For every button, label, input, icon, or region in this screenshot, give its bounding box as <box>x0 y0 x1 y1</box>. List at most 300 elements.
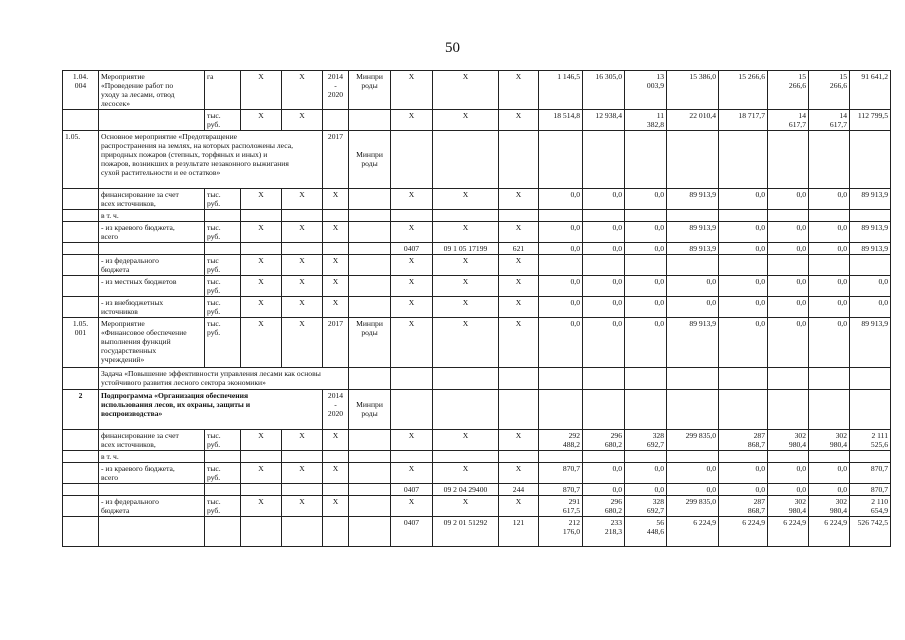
table-cell: X <box>323 463 349 484</box>
table-cell <box>349 297 391 318</box>
table-cell <box>349 451 391 463</box>
table-cell <box>349 210 391 222</box>
table-cell: 0,0 <box>583 297 625 318</box>
table-cell: X <box>241 430 282 451</box>
table-cell <box>323 451 349 463</box>
table-cell: X <box>241 189 282 210</box>
table-cell: X <box>282 110 323 131</box>
table-cell: 0,0 <box>625 243 667 255</box>
table-cell: тыс. руб. <box>205 110 241 131</box>
table-cell <box>667 131 719 189</box>
table-cell: 0,0 <box>667 297 719 318</box>
table-cell: 0,0 <box>539 297 583 318</box>
table-cell: 14 617,7 <box>768 110 809 131</box>
table-cell <box>809 210 850 222</box>
table-cell: 1.05. 001 <box>63 318 99 368</box>
table-cell: 15 386,0 <box>667 71 719 110</box>
table-cell: тыс. руб. <box>205 276 241 297</box>
table-cell <box>63 496 99 517</box>
table-cell: 2014 - 2020 <box>323 390 349 430</box>
table-cell: тыс. руб. <box>205 318 241 368</box>
table-cell: 870,7 <box>539 484 583 496</box>
table-cell: X <box>241 463 282 484</box>
table-cell: X <box>433 297 499 318</box>
table-cell <box>99 484 205 496</box>
table-cell <box>499 451 539 463</box>
table-cell: 112 799,5 <box>850 110 891 131</box>
table-cell <box>391 131 433 189</box>
table-cell <box>583 210 625 222</box>
table-cell: в т. ч. <box>99 210 205 222</box>
table-cell <box>205 517 241 547</box>
table-cell: 89 913,9 <box>667 222 719 243</box>
table-cell <box>63 189 99 210</box>
table-cell: X <box>433 496 499 517</box>
table-cell: X <box>391 255 433 276</box>
table-cell: X <box>282 463 323 484</box>
table-cell <box>499 390 539 430</box>
table-cell: 0407 <box>391 243 433 255</box>
table-cell: 18 514,8 <box>539 110 583 131</box>
table-cell <box>63 110 99 131</box>
table-cell: 0,0 <box>768 222 809 243</box>
table-cell: 0,0 <box>625 318 667 368</box>
budget-table <box>62 70 891 547</box>
table-cell <box>349 189 391 210</box>
table-cell <box>625 368 667 390</box>
table-cell: 0,0 <box>809 243 850 255</box>
table-cell <box>349 222 391 243</box>
table-cell: X <box>499 496 539 517</box>
table-cell: 0,0 <box>850 276 891 297</box>
table-cell: 0,0 <box>625 189 667 210</box>
table-cell: 0,0 <box>768 463 809 484</box>
table-cell: X <box>323 276 349 297</box>
table-cell <box>63 517 99 547</box>
table-cell: X <box>282 222 323 243</box>
table-cell <box>850 255 891 276</box>
table-row <box>63 463 891 484</box>
table-cell <box>63 451 99 463</box>
table-cell <box>99 517 205 547</box>
table-cell <box>205 210 241 222</box>
table-row <box>63 297 891 318</box>
table-cell: 0,0 <box>719 243 768 255</box>
table-cell: 870,7 <box>850 463 891 484</box>
table-cell: 15 266,6 <box>719 71 768 110</box>
table-cell: X <box>433 222 499 243</box>
table-cell: 0,0 <box>809 318 850 368</box>
table-cell: 89 913,9 <box>667 318 719 368</box>
table-cell: X <box>391 463 433 484</box>
table-cell: 0,0 <box>850 297 891 318</box>
table-cell: 0,0 <box>539 318 583 368</box>
table-cell <box>391 390 433 430</box>
table-cell: 15 266,6 <box>768 71 809 110</box>
table-cell: X <box>323 297 349 318</box>
table-cell <box>282 451 323 463</box>
table-cell: X <box>323 222 349 243</box>
table-cell: X <box>323 189 349 210</box>
table-cell <box>719 451 768 463</box>
table-cell: 1.05. <box>63 131 99 189</box>
table-cell: 0,0 <box>768 318 809 368</box>
table-cell <box>667 451 719 463</box>
table-cell <box>63 368 99 390</box>
table-cell: X <box>499 255 539 276</box>
table-row <box>63 189 891 210</box>
table-cell: 6 224,9 <box>809 517 850 547</box>
table-cell: 14 617,7 <box>809 110 850 131</box>
table-cell: X <box>391 276 433 297</box>
table-cell <box>205 451 241 463</box>
table-cell: 526 742,5 <box>850 517 891 547</box>
table-cell: 0,0 <box>667 463 719 484</box>
table-cell: тыс. руб. <box>205 496 241 517</box>
table-cell <box>391 451 433 463</box>
table-cell: 6 224,9 <box>667 517 719 547</box>
table-cell: 291 617,5 <box>539 496 583 517</box>
table-cell: 0,0 <box>768 297 809 318</box>
table-cell: 0,0 <box>583 189 625 210</box>
table-cell: 56 448,6 <box>625 517 667 547</box>
table-cell: - из краевого бюджета, всего <box>99 463 205 484</box>
table-cell: 0,0 <box>539 243 583 255</box>
table-cell: 6 224,9 <box>768 517 809 547</box>
table-cell <box>99 243 205 255</box>
table-cell: 0,0 <box>583 318 625 368</box>
table-cell: - из федерального бюджета <box>99 255 205 276</box>
table-cell <box>768 131 809 189</box>
table-cell: Задача «Повышение эффективности управления лесами как основы устойчивого развития лесного сектора экономики» <box>99 368 349 390</box>
table-cell: 0,0 <box>768 484 809 496</box>
table-cell: 299 835,0 <box>667 496 719 517</box>
table-cell: 0,0 <box>583 463 625 484</box>
table-cell: X <box>499 71 539 110</box>
table-cell <box>499 131 539 189</box>
table-row <box>63 484 891 496</box>
table-cell <box>583 368 625 390</box>
table-cell <box>63 430 99 451</box>
table-cell: X <box>391 189 433 210</box>
table-cell: 302 980,4 <box>768 430 809 451</box>
table-cell: 89 913,9 <box>850 189 891 210</box>
table-cell <box>63 210 99 222</box>
table-cell: 0407 <box>391 484 433 496</box>
table-cell: X <box>241 496 282 517</box>
table-cell: 292 488,2 <box>539 430 583 451</box>
table-cell: 0,0 <box>809 276 850 297</box>
table-cell: 870,7 <box>850 484 891 496</box>
table-cell: 2017 <box>323 131 349 189</box>
table-row <box>63 430 891 451</box>
table-cell <box>63 243 99 255</box>
table-cell <box>667 210 719 222</box>
table-cell: 0,0 <box>625 484 667 496</box>
table-cell <box>349 368 391 390</box>
table-cell <box>241 484 282 496</box>
table-cell: X <box>433 463 499 484</box>
table-cell: 1.04. 004 <box>63 71 99 110</box>
table-row <box>63 517 891 547</box>
table-cell: X <box>433 430 499 451</box>
table-cell: 0,0 <box>768 243 809 255</box>
table-cell: 89 913,9 <box>850 318 891 368</box>
table-cell: 15 266,6 <box>809 71 850 110</box>
table-cell <box>433 368 499 390</box>
table-cell <box>282 517 323 547</box>
table-cell <box>850 210 891 222</box>
table-cell: 870,7 <box>539 463 583 484</box>
table-cell: 302 980,4 <box>768 496 809 517</box>
table-cell <box>539 390 583 430</box>
table-row <box>63 496 891 517</box>
table-cell: 0,0 <box>667 484 719 496</box>
table-cell <box>768 210 809 222</box>
table-cell: 0,0 <box>809 222 850 243</box>
table-cell: X <box>433 255 499 276</box>
table-cell: 0,0 <box>809 484 850 496</box>
table-cell <box>667 390 719 430</box>
table-cell: 0,0 <box>625 276 667 297</box>
table-cell <box>625 255 667 276</box>
table-cell <box>539 210 583 222</box>
table-cell <box>349 276 391 297</box>
table-cell <box>349 496 391 517</box>
table-cell <box>625 131 667 189</box>
table-cell: тыс руб. <box>205 255 241 276</box>
table-cell: 0,0 <box>583 243 625 255</box>
table-cell: X <box>323 496 349 517</box>
table-cell: 233 218,3 <box>583 517 625 547</box>
table-cell <box>850 451 891 463</box>
table-cell: Подпрограмма «Организация обеспечения использования лесов, их охраны, защиты и воспроизводства» <box>99 390 323 430</box>
table-cell: X <box>323 255 349 276</box>
table-cell: 1 146,5 <box>539 71 583 110</box>
table-cell: 0,0 <box>809 463 850 484</box>
table-cell: 0,0 <box>539 189 583 210</box>
table-cell: 18 717,7 <box>719 110 768 131</box>
page-number: 50 <box>445 40 460 56</box>
table-cell: X <box>241 276 282 297</box>
table-cell: 0,0 <box>667 276 719 297</box>
table-cell: Мероприятие «Финансовое обеспечение выполнения функций государственных учреждений» <box>99 318 205 368</box>
table-cell <box>719 255 768 276</box>
table-cell <box>323 484 349 496</box>
table-cell: 09 2 01 51292 <box>433 517 499 547</box>
table-cell: тыс. руб. <box>205 222 241 243</box>
table-cell <box>768 255 809 276</box>
table-cell: тыс. руб. <box>205 189 241 210</box>
table-cell: Основное мероприятие «Предотвращение распространения на землях, на которых расположены леса, природных пожаров (степных, торфяных и иных) и пожаров, возникших в результате незаконного выжигания сухой растительности и ее остатков» <box>99 131 323 189</box>
table-cell <box>667 255 719 276</box>
table-cell <box>583 451 625 463</box>
table-cell: 299 835,0 <box>667 430 719 451</box>
table-cell: X <box>391 430 433 451</box>
table-cell <box>625 210 667 222</box>
table-cell: X <box>391 71 433 110</box>
table-cell <box>282 243 323 255</box>
table-cell: 0,0 <box>719 463 768 484</box>
table-cell: X <box>241 110 282 131</box>
table-row <box>63 243 891 255</box>
table-cell <box>99 110 205 131</box>
table-cell: га <box>205 71 241 110</box>
table-cell: X <box>499 189 539 210</box>
table-cell <box>63 463 99 484</box>
table-cell: X <box>282 496 323 517</box>
table-cell <box>768 368 809 390</box>
table-cell <box>809 451 850 463</box>
table-cell: 0,0 <box>719 189 768 210</box>
table-cell: 2 <box>63 390 99 430</box>
table-cell: тыс. руб. <box>205 297 241 318</box>
table-cell <box>809 131 850 189</box>
table-cell: 0,0 <box>719 297 768 318</box>
table-cell <box>349 255 391 276</box>
table-cell: - из краевого бюджета, всего <box>99 222 205 243</box>
table-cell: 89 913,9 <box>667 189 719 210</box>
table-cell <box>63 222 99 243</box>
table-cell <box>809 255 850 276</box>
table-cell: Минпри роды <box>349 390 391 430</box>
table-cell: Минпри роды <box>349 71 391 110</box>
table-cell: X <box>499 297 539 318</box>
table-cell <box>809 390 850 430</box>
table-cell: X <box>241 318 282 368</box>
table-cell <box>850 368 891 390</box>
table-cell: Мероприятие «Проведение работ по уходу за лесами, отвод лесосек» <box>99 71 205 110</box>
table-cell <box>323 110 349 131</box>
table-cell: X <box>433 189 499 210</box>
table-cell: X <box>241 297 282 318</box>
table-cell: 296 680,2 <box>583 496 625 517</box>
table-row <box>63 110 891 131</box>
table-cell: 0,0 <box>583 276 625 297</box>
table-cell: X <box>241 222 282 243</box>
table-cell <box>391 368 433 390</box>
table-cell: финансирование за счет всех источников, <box>99 189 205 210</box>
table-cell: 287 868,7 <box>719 430 768 451</box>
table-cell: 302 980,4 <box>809 496 850 517</box>
table-cell <box>539 255 583 276</box>
table-row <box>63 368 891 390</box>
table-cell: 0,0 <box>539 276 583 297</box>
table-cell: 302 980,4 <box>809 430 850 451</box>
table-cell <box>205 243 241 255</box>
table-cell <box>768 390 809 430</box>
table-row <box>63 210 891 222</box>
table-cell: X <box>282 297 323 318</box>
table-cell: X <box>241 255 282 276</box>
table-cell: X <box>323 430 349 451</box>
table-cell: 0,0 <box>719 318 768 368</box>
table-cell: 2 111 525,6 <box>850 430 891 451</box>
table-cell: X <box>282 430 323 451</box>
table-cell: тыс. руб. <box>205 463 241 484</box>
table-cell <box>625 451 667 463</box>
table-cell <box>391 210 433 222</box>
table-row <box>63 390 891 430</box>
table-cell: 328 692,7 <box>625 430 667 451</box>
table-cell <box>850 390 891 430</box>
table-cell: X <box>282 318 323 368</box>
table-cell <box>349 430 391 451</box>
table-cell: 0,0 <box>625 222 667 243</box>
table-cell: 212 176,0 <box>539 517 583 547</box>
table-cell: 0,0 <box>768 276 809 297</box>
table-cell: - из федерального бюджета <box>99 496 205 517</box>
table-cell: 89 913,9 <box>850 243 891 255</box>
table-cell <box>323 243 349 255</box>
table-cell <box>323 517 349 547</box>
table-cell: X <box>282 71 323 110</box>
table-cell: 12 938,4 <box>583 110 625 131</box>
table-cell <box>433 451 499 463</box>
table-cell <box>625 390 667 430</box>
table-cell <box>282 484 323 496</box>
table-cell <box>241 517 282 547</box>
table-cell: X <box>433 71 499 110</box>
table-cell: 2017 <box>323 318 349 368</box>
table-cell <box>323 210 349 222</box>
table-cell: 296 680,2 <box>583 430 625 451</box>
table-cell <box>63 297 99 318</box>
table-cell: 22 010,4 <box>667 110 719 131</box>
table-cell: X <box>391 297 433 318</box>
table-row <box>63 276 891 297</box>
table-cell: 328 692,7 <box>625 496 667 517</box>
table-cell: 13 003,9 <box>625 71 667 110</box>
table-cell <box>63 484 99 496</box>
table-row <box>63 71 891 110</box>
table-cell <box>349 517 391 547</box>
table-cell: 121 <box>499 517 539 547</box>
table-row <box>63 318 891 368</box>
table-cell: 0407 <box>391 517 433 547</box>
table-cell: 621 <box>499 243 539 255</box>
table-cell <box>433 390 499 430</box>
table-cell: 287 868,7 <box>719 496 768 517</box>
table-cell: тыс. руб. <box>205 430 241 451</box>
table-cell <box>583 390 625 430</box>
table-cell <box>63 276 99 297</box>
table-cell: 0,0 <box>719 484 768 496</box>
table-cell: X <box>433 110 499 131</box>
table-cell: X <box>391 222 433 243</box>
table-cell: 0,0 <box>719 222 768 243</box>
table-cell <box>433 210 499 222</box>
table-cell <box>809 368 850 390</box>
table-cell <box>241 451 282 463</box>
table-cell <box>63 255 99 276</box>
table-cell <box>241 210 282 222</box>
table-cell <box>539 131 583 189</box>
table-cell: 11 382,8 <box>625 110 667 131</box>
table-cell <box>539 451 583 463</box>
table-cell <box>349 110 391 131</box>
table-cell: X <box>282 189 323 210</box>
table-cell: 09 2 04 29400 <box>433 484 499 496</box>
table-cell: 6 224,9 <box>719 517 768 547</box>
table-row <box>63 255 891 276</box>
table-cell: X <box>499 318 539 368</box>
table-cell <box>667 368 719 390</box>
table-cell: 0,0 <box>583 484 625 496</box>
table-row <box>63 451 891 463</box>
table-cell <box>349 463 391 484</box>
table-cell: X <box>241 71 282 110</box>
